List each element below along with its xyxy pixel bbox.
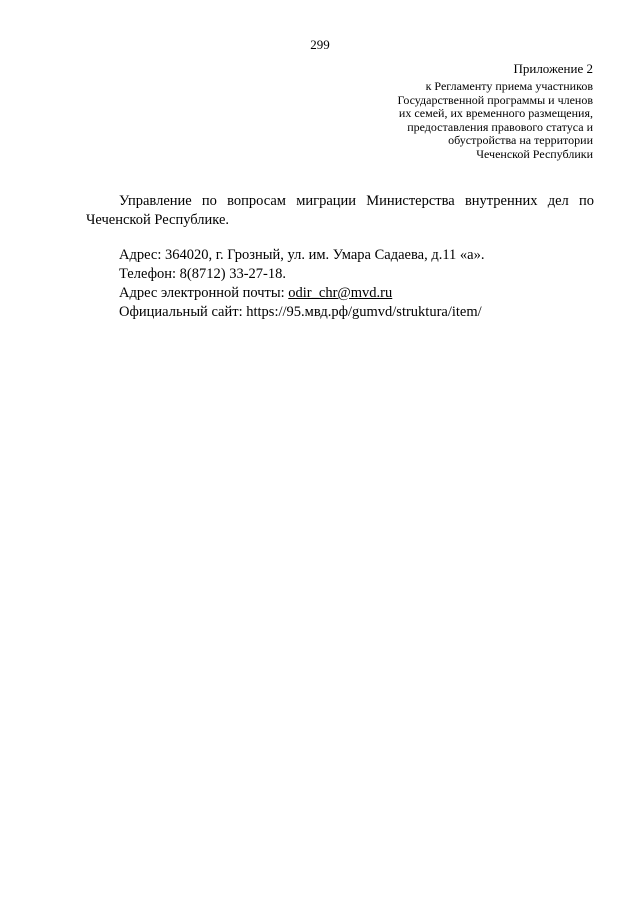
website-row [119, 303, 599, 322]
organization-name-line1: Управление по вопросам миграции Министерства внутренних дел по [119, 193, 594, 209]
organization-name-line2: Чеченской Республике. [86, 212, 230, 228]
website-link[interactable]: https://95.мвд.рф/gumvd/struktura/item/ [246, 304, 482, 320]
phone-row [119, 265, 599, 284]
organization-name [86, 192, 594, 230]
appendix-subtitle-line: их семей, их временного размещения, [398, 106, 593, 120]
address-label: Адрес: [119, 247, 165, 263]
email-label: Адрес электронной почты: [119, 285, 289, 301]
website-label: Официальный сайт: [119, 304, 247, 320]
appendix-subtitle-line: обустройства на территории [448, 133, 593, 147]
email-row [119, 284, 599, 303]
phone-label: Телефон: [119, 266, 180, 282]
phone-value: 8(8712) 33-27-18. [179, 266, 286, 282]
page-number: 299 [310, 37, 330, 52]
contacts-block [119, 246, 599, 322]
appendix-subtitle-line: Чеченской Республики [476, 146, 593, 161]
appendix-title: Приложение 2 [513, 61, 593, 76]
email-link[interactable]: odir_chr@mvd.ru [288, 285, 393, 301]
appendix-subtitle-line: предоставления правового статуса и [407, 119, 593, 134]
appendix-subtitle [333, 80, 593, 161]
address-row [119, 246, 599, 265]
appendix-subtitle-line: Государственной программы и членов [397, 92, 593, 107]
appendix-subtitle-line: к Регламенту приема участников [425, 79, 593, 93]
address-value: 364020, г. Грозный, ул. им. Умара Садаева, д.11 «а». [165, 247, 485, 263]
